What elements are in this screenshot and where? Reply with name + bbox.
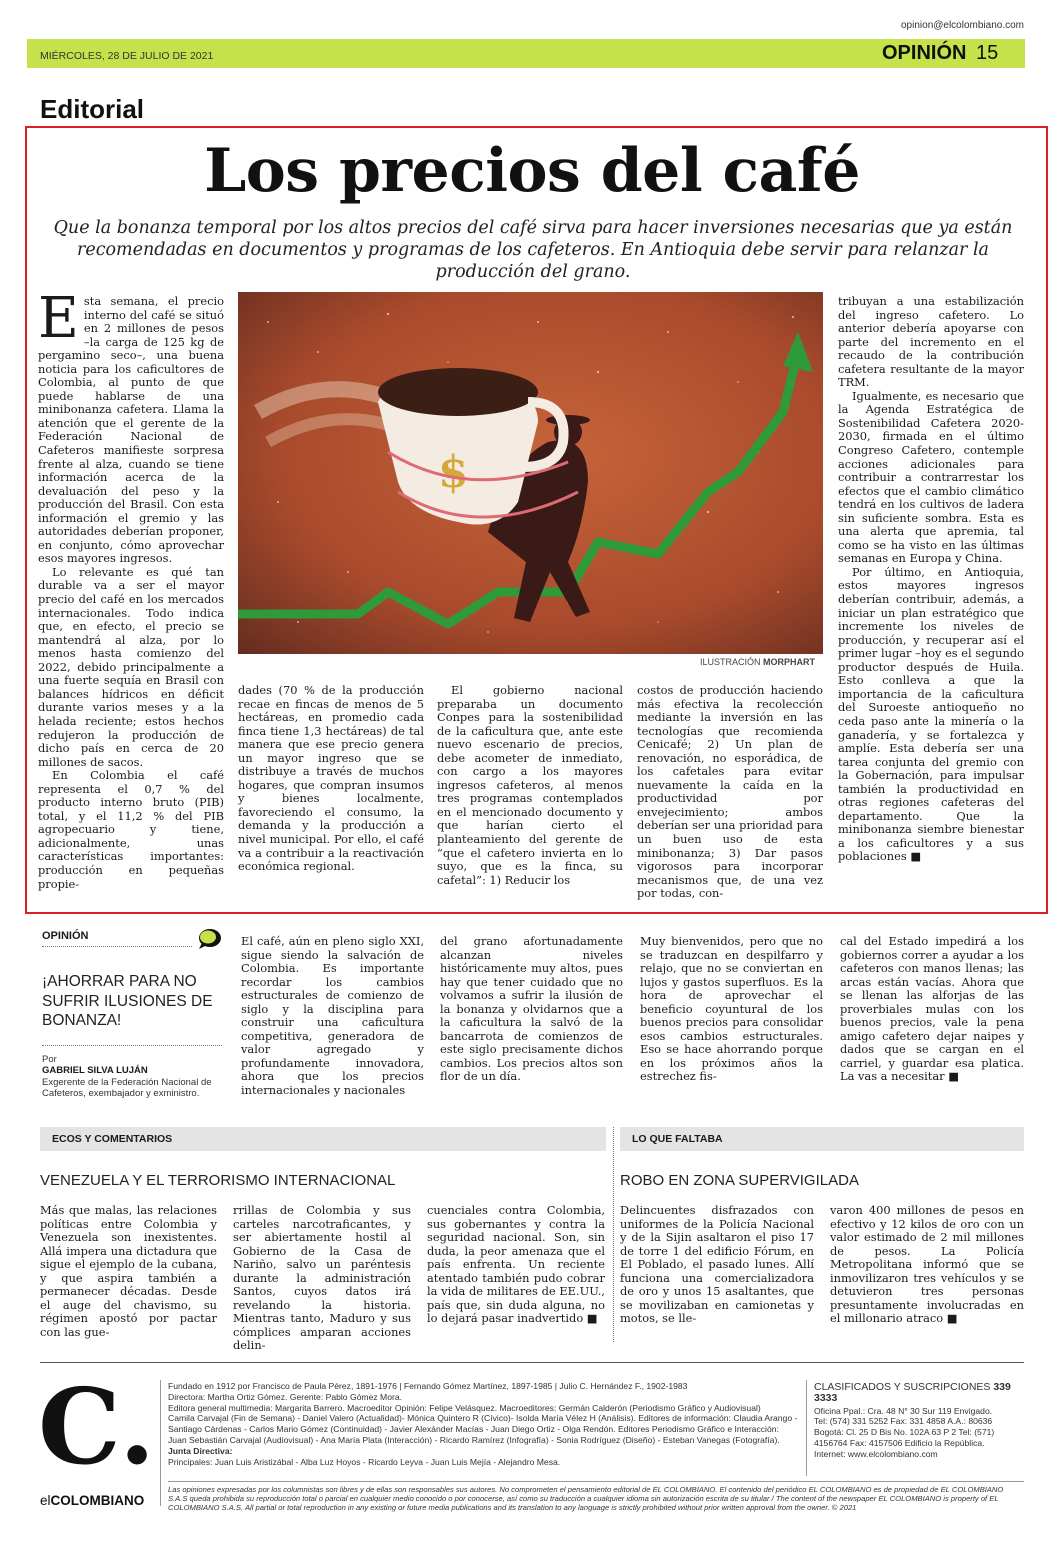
end-mark: ■ <box>946 1311 958 1326</box>
office-line-1: Oficina Ppal.: Cra. 48 N° 30 Sur 119 Envigado. <box>814 1405 993 1416</box>
section-title <box>882 42 998 65</box>
classifieds-phone: 339 3333 <box>814 1381 1011 1404</box>
editorial-col5-p1: tribuyan a una estabilización del ingreso cafetero. Lo anterior debería apoyarse con parte del incremento en el recaudo de la contribución cafetera resultante de la mayor TRM. <box>838 294 1024 390</box>
opinion-bio: Exgerente de la Federación Nacional de Cafeteros, exembajador y exministro. <box>42 1077 212 1099</box>
staff-line-7: Principales: Juan Luis Aristizábal - Alba Luz Hoyos - Ricardo Leyva - Juan Luis Mejía - Alejandro Mesa. <box>168 1456 561 1467</box>
website-link[interactable]: Internet: www.elcolombiano.com <box>814 1448 938 1459</box>
masthead-staff <box>168 1381 798 1467</box>
editorial-col1 <box>38 286 224 901</box>
editorial-col3-p1: El gobierno nacional preparaba un documento Conpes para la sostenibilidad de la caficultura que, ante este nuevo escenario de precios, debe acometer de inmediato, con cargo a los mayores ingresos cafeteros, al menos tres programas contemplados en el mencionado documento y que harían cierto el planteamiento del gerente de “que el cafetero invierta en lo suyo, que es la finca, su cafetal”: 1) Reducir los <box>437 683 623 887</box>
editorial-deck: Que la bonanza temporal por los altos precios del café sirva para hacer inversiones necesarias que ya están recomendadas en documentos y programas de los cafeteros. En Antioquia debe servir para relanzar la producción del grano. <box>53 218 1013 282</box>
office-line-2: Tel: (574) 331 5252 Fax: 331 4858 A.A.: 80636 <box>814 1416 993 1427</box>
section-name: OPINIÓN <box>882 42 967 64</box>
opinion-label-rule <box>42 946 192 947</box>
disclaimer: Las opiniones expresadas por los columnistas son libres y de ellas son responsables sus autores. No comprometen el pensamiento editorial de EL COLOMBIANO. El contenido del periódico EL COLOMBIANO es de propiedad de EL COLOMBIANO S.A.S queda prohibida su reproducción total o parcial en cualquier medio conocido o por conocerse, así como su traducción a cualquier idioma sin autorización escrita de su titular / The content of the newspaper EL COLOMBIANO is property of EL COLOMBIANO S.A.S. All partial or total reproduction in any existing or future media publications and its translation to any language is strictly prohibited without prior written approval from the owner. © 2021 <box>168 1485 1004 1512</box>
opinion-title-rule <box>42 1045 222 1046</box>
staff-line-3: Camila Carvajal (Fin de Semana) - Daniel Valero (Actualidad)- Mónica Quintero R (Cívico)- Isolda María Vélez H (Análisis). Editores de información: Claudia Arango - <box>168 1413 798 1424</box>
logo-letter: C. <box>38 1365 156 1488</box>
dropcap: E <box>38 286 79 351</box>
page-number: 15 <box>976 42 999 64</box>
staff-line-6: Junta Directiva: <box>168 1445 233 1456</box>
credit-name: MORPHART <box>763 657 816 667</box>
staff-line-2: Editora general multimedia: Margarita Barrero. Macroeditor Opinión: Felipe Velásquez. Macroeditores: Germán Calderón (Periodismo Gráfico y Audiovisual) <box>168 1402 761 1413</box>
contact-email[interactable]: opinion@elcolombiano.com <box>901 20 1024 31</box>
opinion-bubble-icon <box>196 928 222 950</box>
editorial-col5-p2: Igualmente, es necesario que la Agenda Estratégica de Sostenibilidad Cafetera 2020-2030, firmada en el último Congreso Cafetero, contemple acciones adicionales para contribuir a contrarrestar los efectos que el cambio climático tendrá en los cultivos de ladera sin suficiente sombra. Esta es una alerta que apremia, tal como se ha visto en las últimas semanas en Europa y China. <box>838 388 1024 566</box>
classifieds-title: CLASIFICADOS Y SUSCRIPCIONES 339 3333 <box>814 1381 1011 1404</box>
opinion-label: OPINIÓN <box>42 930 89 942</box>
end-mark: ■ <box>910 849 922 864</box>
svg-text:$: $ <box>438 447 469 498</box>
opinion-col1: El café, aún en pleno siglo XXI, sigue siendo la salvación de Colombia. Es importante recordar los cambios estructurales de comienzo de siglo y la disciplina para construir una caficultura competitiva, generadora de valor agregado y profundamente innovadora, ahora que los precios internacionales y nacionales <box>241 934 424 1098</box>
editorial-col5-p3: Por último, en Antioquia, estos mayores ingresos deberían contribuir, además, a iniciar un plan estratégico que incremente los niveles de producción, y recuperar así el primer lugar –hoy es el segundo productor después de Huila. Esto conlleva a que la importancia de la caficultura del Suroeste antioqueño no ceda paso ante la minería o la ganadería, y se fortalezca y amplíe. Esta debería ser una tarea conjunta del gremio con la Gobernación, para impulsar también la productividad en otras regiones cafeteras del departamento. Que la minibonanza siembre bienestar a los caficultores y a sus poblaciones ■ <box>838 564 1024 864</box>
opinion-author: GABRIEL SILVA LUJÁN <box>42 1065 148 1076</box>
credit-label: ILUSTRACIÓN <box>700 657 761 667</box>
editorial-col1-p1: Esta semana, el precio interno del café se situó en 2 millones de pesos –la carga de 125 kg de pergamino seco–, una buena noticia para los caficultores de Colombia, al punto de que puede hablarse de una minibonanza cafetera. Llama la atención que el gerente de la Federación Nacional de Cafeteros manifieste sorpresa frente al alza, cuando se tiene información acerca de la devaluación del peso y la producción del Brasil. Con esta información el gremio y las autoridades deberían proponer, en conjunto, cómo aprovechar esos mayores ingresos. <box>38 286 224 566</box>
header-date: MIÉRCOLES, 28 DE JULIO DE 2021 <box>40 50 214 62</box>
editorial-col1-p3: En Colombia el café representa el 0,7 % del producto interno bruto (PIB) total, y el 11,2 % del PIB agropecuario y tiene, adicionalmente, unas características importantes: producción en pequeñas propie- <box>38 768 224 891</box>
faltaba-col1: Delincuentes disfrazados con uniformes de la Policía Nacional y de la Sijin asaltaron el piso 17 de torre 1 del edificio Fórum, en El Poblado, el pasado lunes. Allí funciona una comercializadora de oro y unos 15 asaltantes, que se movilizaban en camionetas y motos, se lle- <box>620 1203 814 1326</box>
ecos-col2: rrillas de Colombia y sus carteles narcotraficantes, y ser abiertamente hostil al Gobierno de la Casa de Nariño, salvo un paréntesis durante la administración Santos, cuyos datos irá revelando la historia. Mientras tanto, Maduro y sus cómplices amparan acciones delin- <box>233 1203 411 1353</box>
opinion-col4: cal del Estado impedirá a los gobiernos correr a ayudar a los cafeteros con manos llenas; las arcas están vacías. Ahora que se llenan las alforjas de las proverbiales mulas con los buenos precios, vale la pena amigo cafetero dejar naipes y dados que se cargan en el carriel, y guardar esa platica. La vas a necesitar ■ <box>840 934 1024 1084</box>
masthead-divider-right <box>806 1380 807 1476</box>
founded-line: Fundado en 1912 por Francisco de Paula Pérez, 1891-1976 | Fernando Gómez Martínez, 1897-1985 | Julio C. Hernández F., 1902-1983 <box>168 1381 688 1391</box>
faltaba-col2: varon 400 millones de pesos en efectivo y 12 kilos de oro con un valor estimado de 2 mil millones de pesos. La Policía Metropolitana informó que se inmovilizaron tres vehículos y se detuvieron tres personas presuntamente involucradas en el millonario atraco ■ <box>830 1203 1024 1326</box>
editorial-col1-p2: Lo relevante es qué tan durable va a ser el mayor precio del café en los mercados internacionales. Todo indica que, en efecto, el precio se mantendrá al alza, por lo menos hasta comienzo del 2022, debido principalmente a una fuerte sequía en Brasil con balances hídricos en déficit durante varios meses y a la helada reciente; estos hechos redujeron la producción de dicho país en cerca de 20 millones de sacos. <box>38 564 224 769</box>
staff-line-4: Santiago Cárdenas - Carlos Mario Gómez (Continuidad) - Javier Alexánder Macías - Juan Diego Ortiz - Olga Rendón. Editores Periodismo Gráfico e Interacción: <box>168 1424 779 1435</box>
editorial-col2-p1: dades (70 % de la producción recae en fincas de menos de 5 hectáreas, en promedio cada finca tiene 1,3 hectáreas) de tal manera que ese precio genera un mayor ingreso que se distribuye a través de muchos hogares, que compran insumos y bienes localmente, favoreciendo el consumo, la demanda y la producción a nivel municipal. Por ello, el café va a contribuir a la reactivación económica regional. <box>238 683 424 874</box>
editorial-col3 <box>437 684 623 896</box>
opinion-col2: del grano afortunadamente alcanzan niveles históricamente muy altos, pues hay que tener cuidado que no volvamos a sufrir la ilusión de la bonanza y olvidarnos que a la caficultura la salvó de la bancarrota de comienzos de este siglo precisamente dichos cambios. Los precios altos son flor de un día. <box>440 934 623 1084</box>
editorial-col4 <box>637 683 823 901</box>
masthead-rule <box>40 1362 1024 1363</box>
illustration-credit <box>700 657 815 667</box>
staff-line-1: Directora: Martha Ortiz Gómez. Gerente: Pablo Gómez Mora. <box>168 1391 403 1402</box>
classifieds <box>814 1382 1029 1460</box>
staff-line-5: Juan Sebastián Carvajal (Audiovisual) - Ana María Plata (Interacción) - Ricardo Ramírez (Infografía) - Sonia Rodríguez (Diseño) - Esteban Vanegas (Fotografía). <box>168 1434 780 1445</box>
illustration <box>238 292 823 654</box>
disclaimer-rule <box>168 1481 1024 1482</box>
faltaba-label: LO QUE FALTABA <box>632 1133 723 1145</box>
ecos-col1: Más que malas, las relaciones políticas entre Colombia y Venezuela son inexistentes. Allá impera una dictadura que sigue el ejemplo de la cubana, y que aspira también a permanecer décadas. Desde el auge del chavismo, su régimen apostó por pactar con las gue- <box>40 1203 217 1339</box>
office-line-4: 4156764 Fax: 4157506 Edificio la República. <box>814 1437 985 1448</box>
opinion-title: ¡AHORRAR PARA NO SUFRIR ILUSIONES DE BONANZA! <box>42 973 213 1029</box>
ecos-col3: cuenciales contra Colombia, sus gobernantes y contra la seguridad nacional. Son, sin duda, la peor amenaza que el país enfrenta. Un reciente atentado también pudo cobrar la vida de militares de EE.UU., país que, sin duda alguna, no lo dejará pasar inadvertido ■ <box>427 1203 605 1326</box>
office-line-3: Bogotá: Cl. 25 D Bis No. 102A 63 P 2 Tel: (571) <box>814 1427 995 1438</box>
faltaba-title: ROBO EN ZONA SUPERVIGILADA <box>620 1172 859 1189</box>
opinion-by: Por <box>42 1054 57 1065</box>
logo-name: COLOMBIANO <box>50 1493 145 1508</box>
masthead-divider-left <box>160 1380 161 1506</box>
coffee-carrier-illustration <box>238 292 823 654</box>
logo-el: el <box>40 1493 51 1508</box>
ecos-label: ECOS Y COMENTARIOS <box>52 1133 173 1145</box>
editorial-col4-p1: costos de producción haciendo más efectiva la recolección mediante la inversión en las tecnologías que recomienda Cenicafé; 2) Un plan de renovación, no esporádica, de los cafetales para evitar nuevamente la caída en la productividad por envejecimiento; ambos deberían ser una prioridad para un buen uso de esta minibonanza; 3) Dar pasos vigorosos para incorporar mecanismos que, de una vez por todas, con- <box>637 683 823 901</box>
ecos-title: VENEZUELA Y EL TERRORISMO INTERNACIONAL <box>40 1172 396 1189</box>
end-mark: ■ <box>586 1311 598 1326</box>
editorial-col2 <box>238 684 424 896</box>
editorial-title: Los precios del café <box>204 136 860 206</box>
editorial-col5 <box>838 295 1024 901</box>
editorial-kicker: Editorial <box>40 94 145 124</box>
section-divider <box>613 1127 614 1342</box>
opinion-col3: Muy bienvenidos, pero que no se traduzcan en despilfarro y relajo, que no se conviertan en lujos y gastos superfluos. Es la hora de aprovechar el beneficio coyuntural de los buenos precios para consolidar esos cambios estructurales. Eso se hace ahorrando porque en los próximos años la estrechez fis- <box>640 934 823 1084</box>
end-mark: ■ <box>948 1069 959 1084</box>
logo-wordmark <box>40 1493 144 1508</box>
